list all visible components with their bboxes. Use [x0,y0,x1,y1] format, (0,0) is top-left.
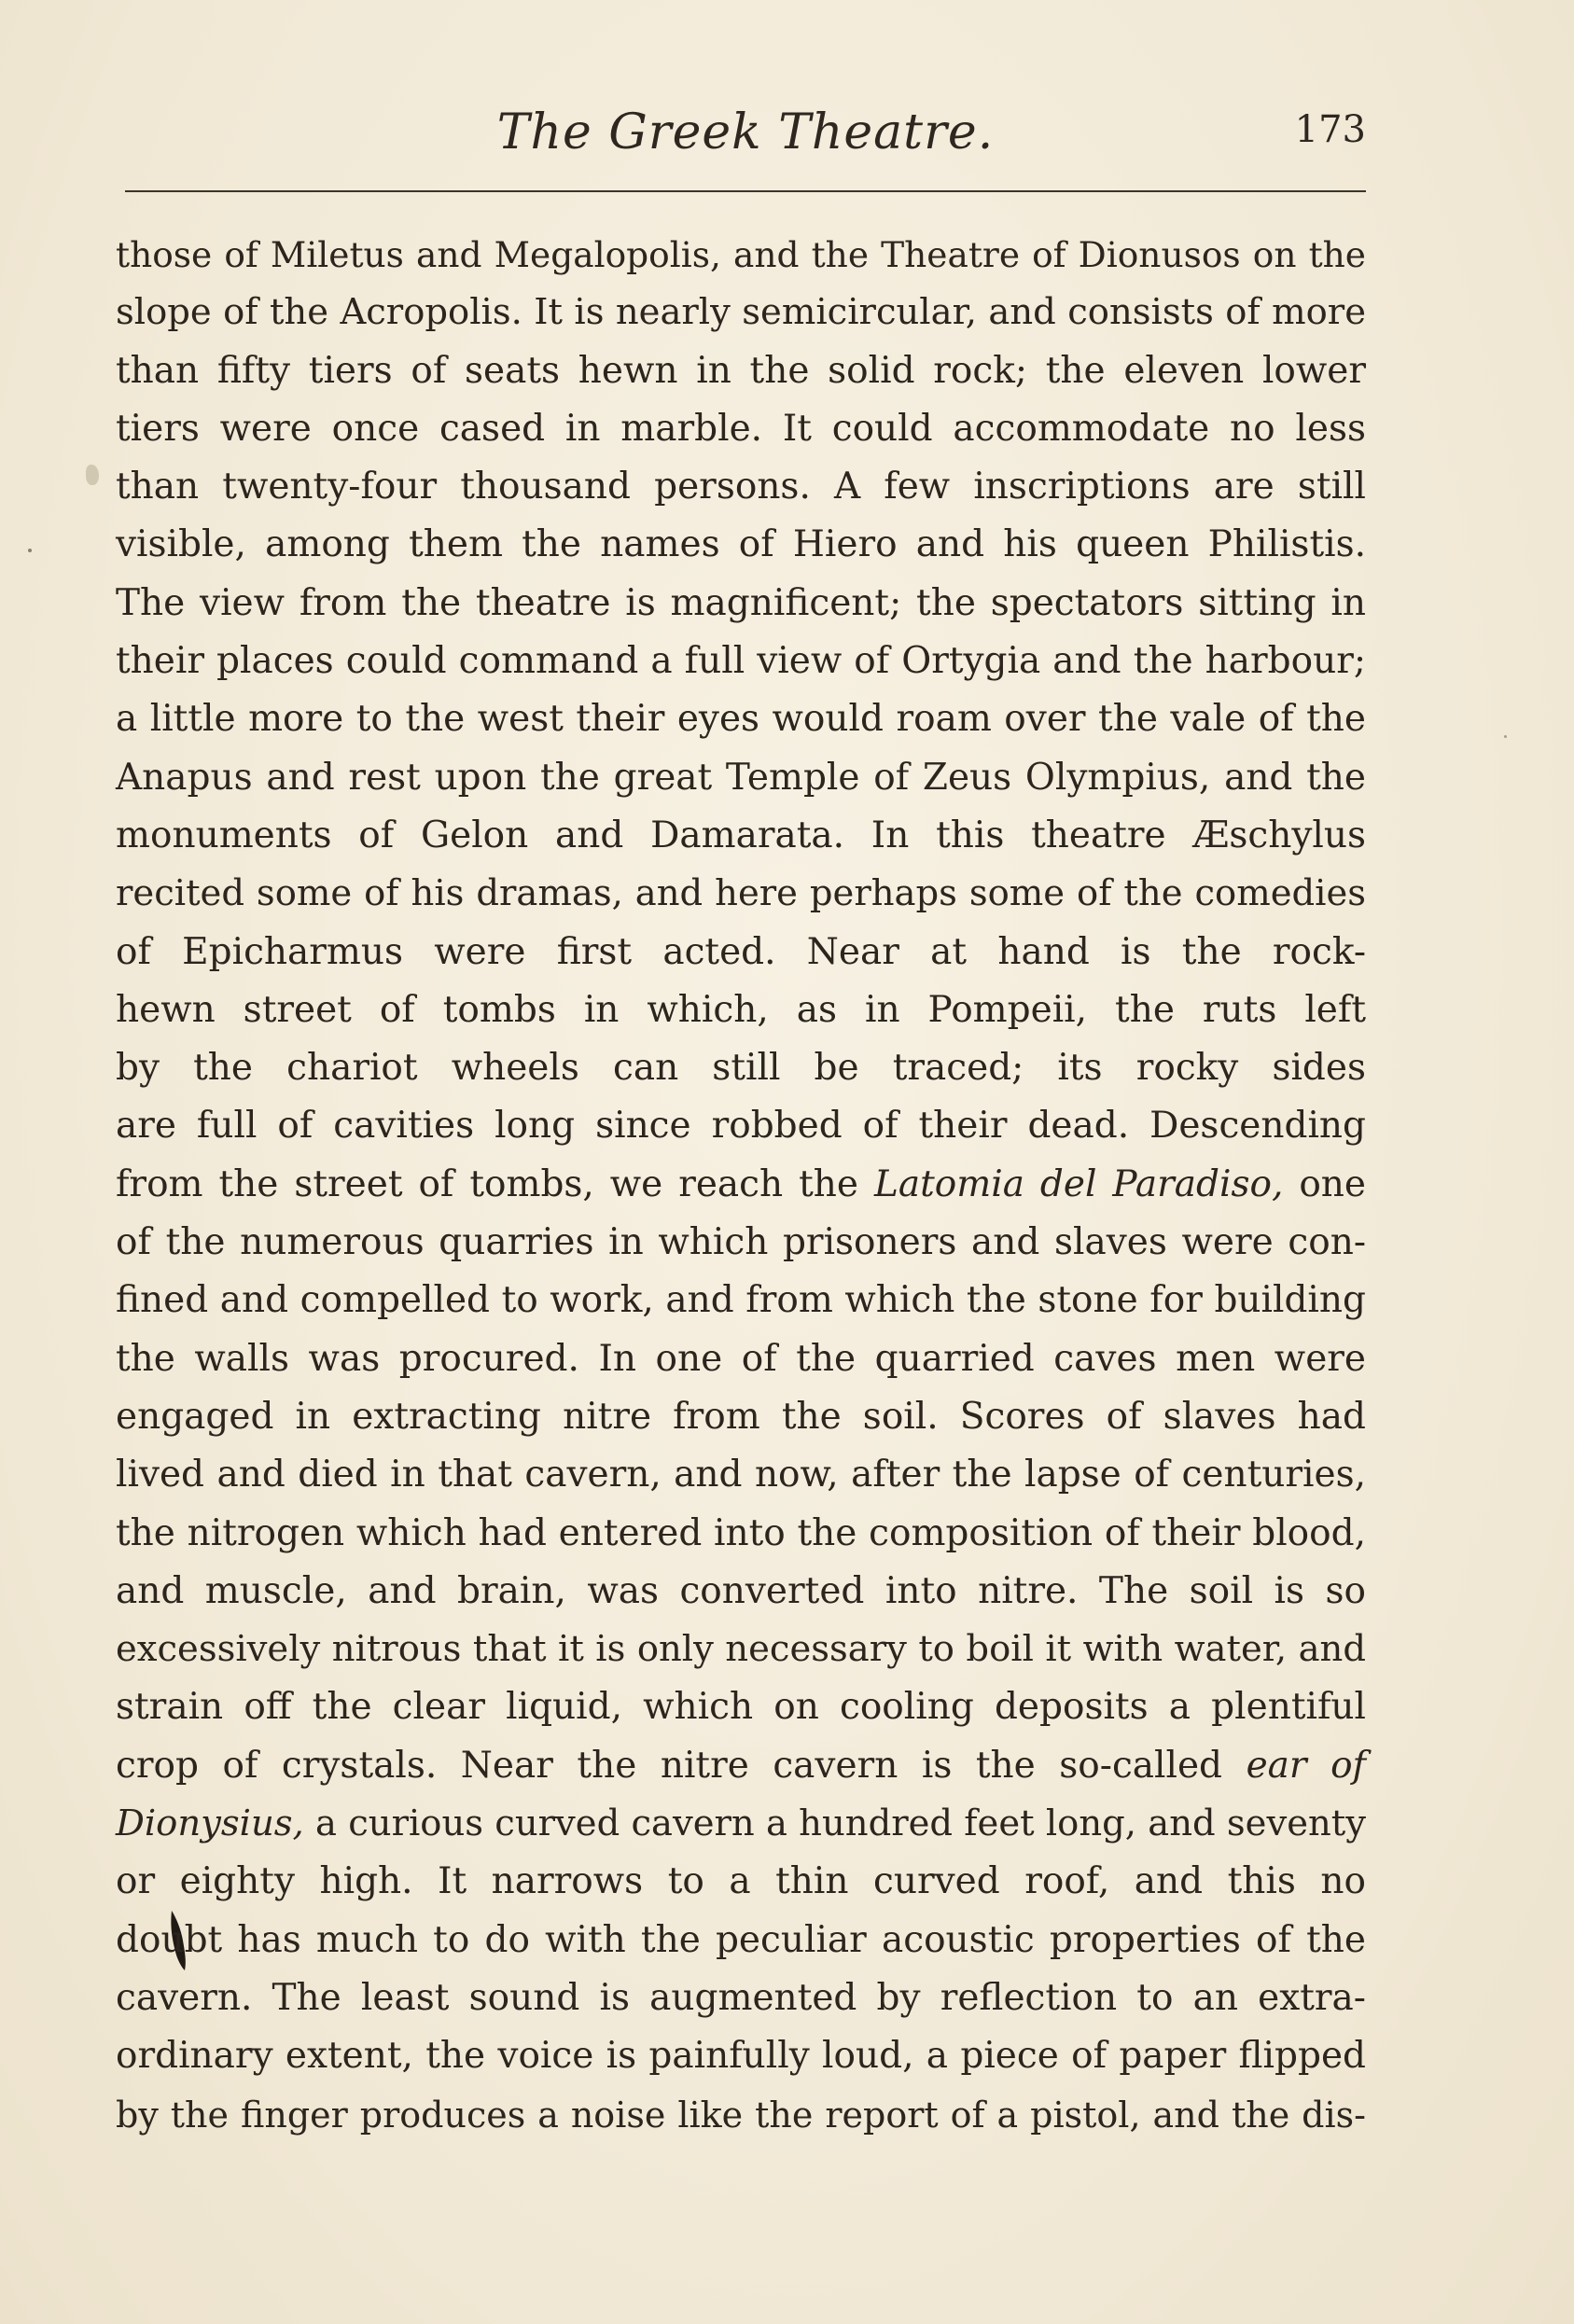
text-run: a curious curved cavern a hundred feet long, and seventy [303,1802,1366,1845]
text-line: by the finger produces a noise like the report of a pistol, and the dis- [116,2094,1366,2136]
text-line: or eighty high. It narrows to a thin curved roof, and this no [116,1860,1366,1903]
text-line: of Epicharmus were first acted. Near at hand is the rock- [116,930,1366,973]
text-line: ordinary extent, the voice is painfully loud, a piece of paper flipped [116,2035,1366,2078]
page-number: 173 [1294,108,1366,151]
text-run: from the street of tombs, we reach the [116,1162,874,1205]
text-line: lived and died in that cavern, and now, after the lapse of centuries, [116,1454,1366,1496]
text-line: doubt has much to do with the peculiar acoustic properties of the [116,1918,1366,1961]
body-text [116,226,1366,2144]
text-line: hewn street of tombs in which, as in Pompeii, the ruts left [116,988,1366,1031]
text-line: a little more to the west their eyes would roam over the vale of the [116,698,1366,741]
text-line: slope of the Acropolis. It is nearly semicircular, and consists of more [116,291,1366,334]
text-line: monuments of Gelon and Damarata. In this theatre Æschylus [116,814,1366,856]
text-line [116,1795,1366,1853]
running-head [125,104,1366,170]
text-line: by the chariot wheels can still be traced; its rocky sides [116,1047,1366,1090]
text-line: strain off the clear liquid, which on cooling deposits a plentiful [116,1686,1366,1729]
text-line: recited some of his dramas, and here perhaps some of the comedies [116,872,1366,915]
text-line: Anapus and rest upon the great Temple of Zeus Olympius, and the [116,756,1366,799]
text-line: of the numerous quarries in which prisoners and slaves were con- [116,1221,1366,1264]
italic-phrase: Dionysius, [116,1802,304,1845]
text-run: crop of crystals. Near the nitre cavern is the so-called [116,1744,1247,1787]
text-line: the nitrogen which had entered into the composition of their blood, [116,1511,1366,1554]
text-line: than fifty tiers of seats hewn in the solid rock; the eleven lower [116,349,1366,392]
paper-stain-mark [86,465,99,485]
text-line: tiers were once cased in marble. It could accommodate no less [116,407,1366,450]
text-line: the walls was procured. In one of the quarried caves men were [116,1337,1366,1380]
header-rule [125,190,1366,192]
text-line: excessively nitrous that it is only necessary to boil it with water, and [116,1628,1366,1671]
text-line [116,1737,1366,1795]
text-run: one [1283,1162,1366,1205]
text-line: cavern. The least sound is augmented by reflection to an extra- [116,1976,1366,2019]
text-line: than twenty-four thousand persons. A few inscriptions are still [116,466,1366,508]
margin-speck [1504,735,1507,738]
text-line: fined and compelled to work, and from which the stone for building [116,1279,1366,1322]
text-line: The view from the theatre is magnificent; the spectators sitting in [116,581,1366,624]
running-title: The Greek Theatre. [496,104,995,160]
italic-phrase: ear of [1246,1744,1366,1787]
text-line: engaged in extracting nitre from the soil. Scores of slaves had [116,1395,1366,1438]
text-line: and muscle, and brain, was converted into nitre. The soil is so [116,1569,1366,1612]
italic-phrase: Latomia del Paradiso, [873,1162,1284,1205]
text-line [116,1156,1366,1214]
margin-speck [28,549,32,552]
text-line: are full of cavities long since robbed of their dead. Descending [116,1105,1366,1148]
text-line: those of Miletus and Megalopolis, and the Theatre of Dionusos on the [116,234,1366,275]
text-line: visible, among them the names of Hiero and his queen Philistis. [116,523,1366,566]
text-line: their places could command a full view of Ortygia and the harbour; [116,640,1366,683]
